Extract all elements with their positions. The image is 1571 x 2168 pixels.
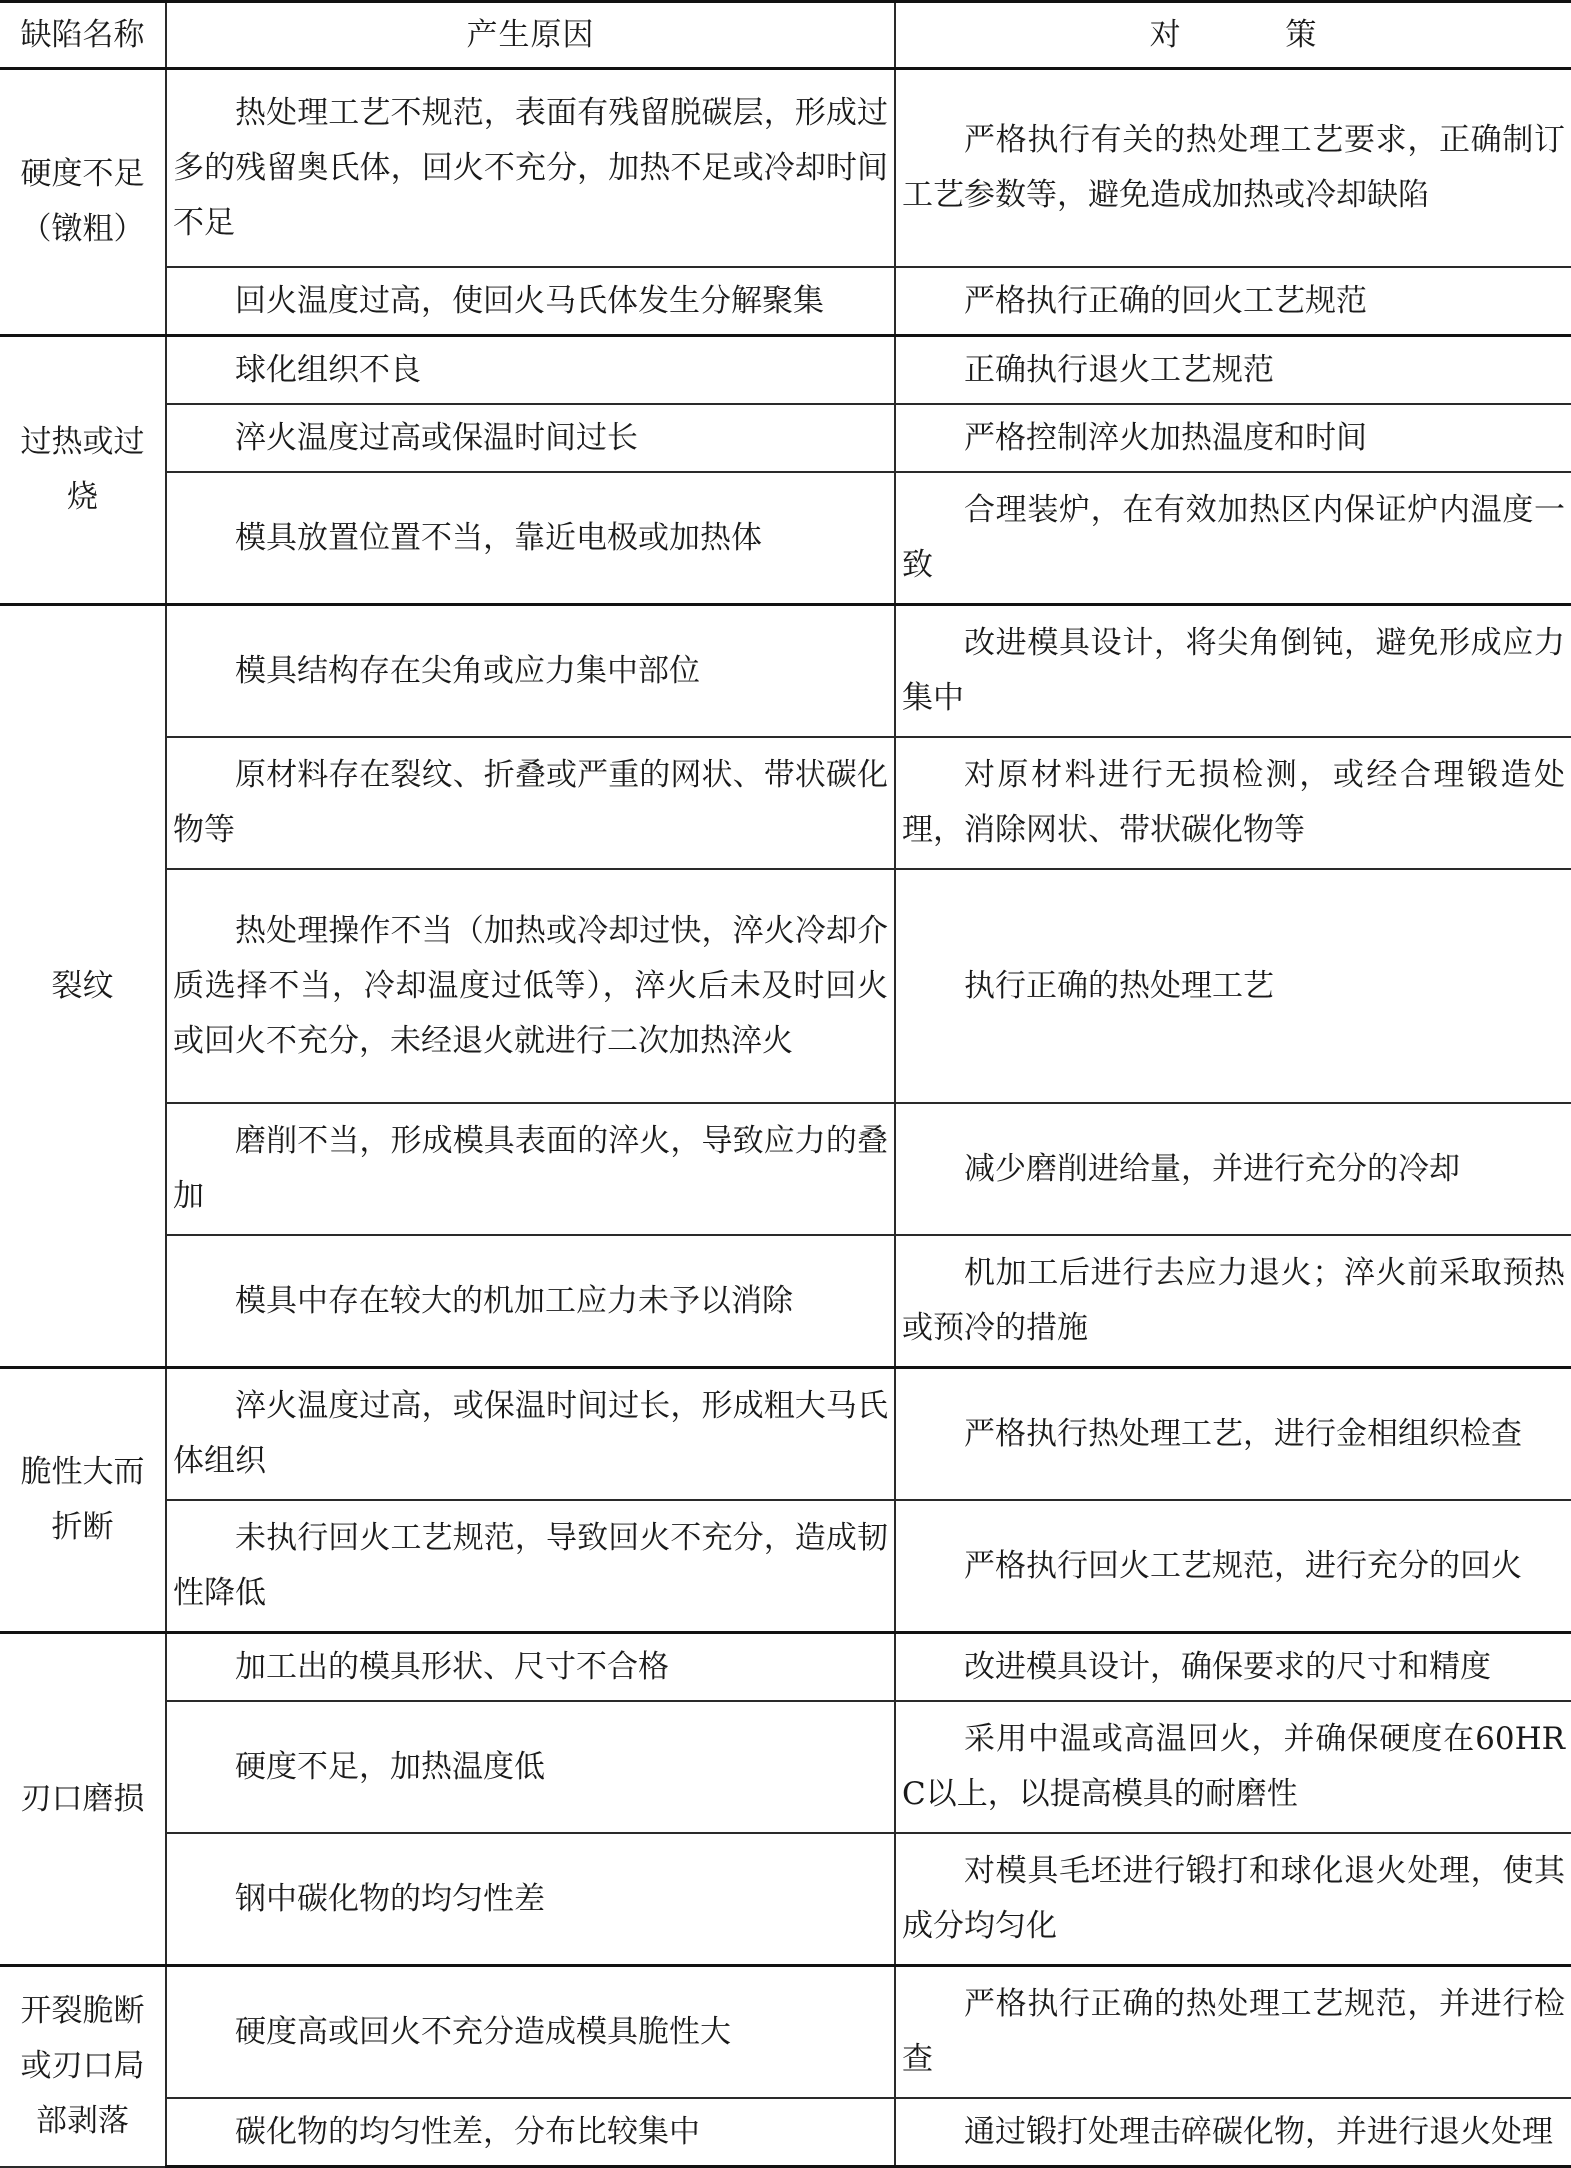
cause-cell: 钢中碳化物的均匀性差 (166, 1833, 895, 1966)
table-row (0, 1833, 1571, 1966)
measure-cell: 对原材料进行无损检测，或经合理锻造处理，消除网状、带状碳化物等 (895, 737, 1571, 869)
cause-cell: 未执行回火工艺规范，导致回火不充分，造成韧性降低 (166, 1500, 895, 1633)
measure-cell: 减少磨削进给量，并进行充分的冷却 (895, 1103, 1571, 1235)
measure-cell: 机加工后进行去应力退火；淬火前采取预热或预冷的措施 (895, 1235, 1571, 1368)
table-row (0, 1966, 1571, 2099)
header-defect-name: 缺陷名称 (0, 2, 166, 69)
cause-cell: 硬度高或回火不充分造成模具脆性大 (166, 1966, 895, 2099)
table-row (0, 737, 1571, 869)
defect-name-cell: 硬度不足（镦粗） (0, 69, 166, 336)
table-row (0, 1235, 1571, 1368)
measure-cell: 合理装炉，在有效加热区内保证炉内温度一致 (895, 472, 1571, 605)
cause-cell: 原材料存在裂纹、折叠或严重的网状、带状碳化物等 (166, 737, 895, 869)
cause-cell: 模具结构存在尖角或应力集中部位 (166, 605, 895, 738)
cause-cell: 硬度不足，加热温度低 (166, 1701, 895, 1833)
measure-cell: 改进模具设计，将尖角倒钝，避免形成应力集中 (895, 605, 1571, 738)
table-row (0, 69, 1571, 268)
cause-cell: 热处理操作不当（加热或冷却过快，淬火冷却介质选择不当，冷却温度过低等），淬火后未及时回火或回火不充分，未经退火就进行二次加热淬火 (166, 869, 895, 1103)
table-row (0, 1103, 1571, 1235)
cause-cell: 磨削不当，形成模具表面的淬火，导致应力的叠加 (166, 1103, 895, 1235)
cause-cell: 碳化物的均匀性差，分布比较集中 (166, 2098, 895, 2167)
defect-name-cell: 裂纹 (0, 605, 166, 1368)
cause-cell: 热处理工艺不规范，表面有残留脱碳层，形成过多的残留奥氏体，回火不充分，加热不足或冷却时间不足 (166, 69, 895, 268)
cause-cell: 淬火温度过高或保温时间过长 (166, 404, 895, 472)
table-row (0, 2098, 1571, 2167)
cause-cell: 模具放置位置不当，靠近电极或加热体 (166, 472, 895, 605)
measure-cell: 严格控制淬火加热温度和时间 (895, 404, 1571, 472)
table-row (0, 404, 1571, 472)
cause-cell: 球化组织不良 (166, 336, 895, 405)
table-row (0, 869, 1571, 1103)
measure-cell: 对模具毛坯进行锻打和球化退火处理，使其成分均匀化 (895, 1833, 1571, 1966)
defect-name-cell: 开裂脆断或刃口局部剥落 (0, 1966, 166, 2167)
table-row (0, 605, 1571, 738)
header-row (0, 2, 1571, 69)
measure-cell: 改进模具设计，确保要求的尺寸和精度 (895, 1633, 1571, 1702)
defect-name-cell: 刃口磨损 (0, 1633, 166, 1966)
measure-cell: 严格执行回火工艺规范，进行充分的回火 (895, 1500, 1571, 1633)
table-row (0, 336, 1571, 405)
measure-cell: 正确执行退火工艺规范 (895, 336, 1571, 405)
cause-cell: 淬火温度过高，或保温时间过长，形成粗大马氏体组织 (166, 1368, 895, 1501)
header-cause: 产生原因 (166, 2, 895, 69)
table-header (0, 2, 1571, 69)
measure-cell: 通过锻打处理击碎碳化物，并进行退火处理 (895, 2098, 1571, 2167)
table-row (0, 1633, 1571, 1702)
measure-cell: 采用中温或高温回火，并确保硬度在60HRC以上，以提高模具的耐磨性 (895, 1701, 1571, 1833)
measure-cell: 严格执行正确的热处理工艺规范，并进行检查 (895, 1966, 1571, 2099)
cause-cell: 加工出的模具形状、尺寸不合格 (166, 1633, 895, 1702)
measure-cell: 严格执行正确的回火工艺规范 (895, 267, 1571, 336)
header-measure: 对 策 (895, 2, 1571, 69)
defect-name-cell: 脆性大而折断 (0, 1368, 166, 1633)
table-row (0, 1368, 1571, 1501)
table-row (0, 267, 1571, 336)
cause-cell: 模具中存在较大的机加工应力未予以消除 (166, 1235, 895, 1368)
cause-cell: 回火温度过高，使回火马氏体发生分解聚集 (166, 267, 895, 336)
table-row (0, 472, 1571, 605)
table-body (0, 69, 1571, 2167)
defect-name-cell: 过热或过烧 (0, 336, 166, 605)
table-row (0, 1701, 1571, 1833)
measure-cell: 严格执行有关的热处理工艺要求，正确制订工艺参数等，避免造成加热或冷却缺陷 (895, 69, 1571, 268)
table-row (0, 1500, 1571, 1633)
measure-cell: 执行正确的热处理工艺 (895, 869, 1571, 1103)
measure-cell: 严格执行热处理工艺，进行金相组织检查 (895, 1368, 1571, 1501)
